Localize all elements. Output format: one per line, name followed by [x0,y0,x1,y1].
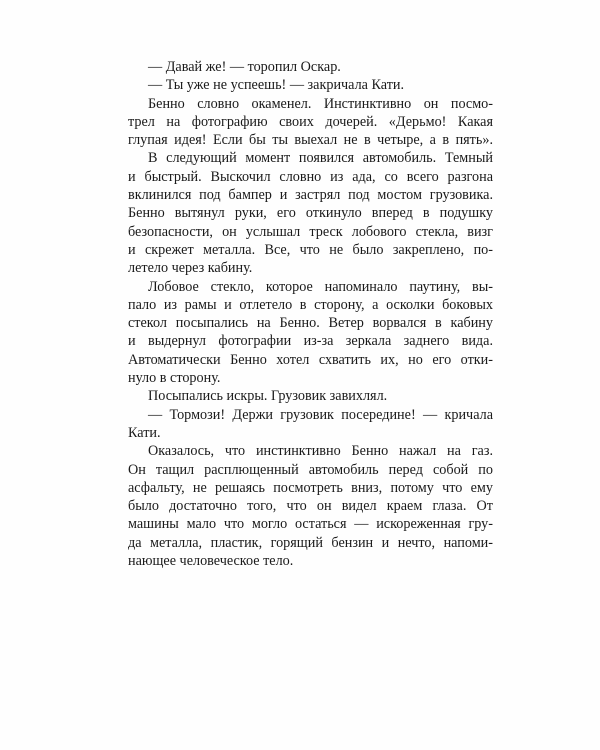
text-line: было достаточно того, что он видел краем глаза. От [128,498,493,515]
text-line: и скрежет металла. Все, что не было закреплено, по- [128,241,493,258]
text-line: и быстрый. Выскочил словно из ада, со всего разгона [128,168,493,185]
text-line: В следующий момент появился автомобиль. Темный [148,150,493,167]
text-line: — Тормози! Держи грузовик посередине! — кричала [148,406,493,423]
text-line: вклинился под бампер и застрял под мостом грузовика. [128,187,493,204]
text-line: — Давай же! — торопил Оскар. [148,59,341,75]
text-line: Автоматически Бенно хотел схватить их, но его отки- [128,351,493,368]
text-line: стекол посыпались на Бенно. Ветер ворвался в кабину [128,315,493,332]
text-line: Оказалось, что инстинктивно Бенно нажал на газ. [148,443,493,460]
text-line: нающее человеческое тело. [128,553,294,570]
text-line: — Ты уже не успеешь! — закричала Кати. [148,77,405,94]
text-line: и выдернул фотографии из-за зеркала заднего вида. [128,333,493,350]
text-line: Бенно вытянул руки, его откинуло вперед в подушку [128,205,493,222]
text-line: Бенно словно окаменел. Инстинктивно он посмо- [148,95,493,112]
text-line: машины мало что могло остаться — искореженная гру- [128,516,493,533]
text-line: трел на фотографию своих дочерей. «Дерьмо! Какая [128,113,493,130]
text-line: безопасности, он услышал треск лобового стекла, визг [128,223,493,240]
text-line: пало из рамы и отлетело в сторону, а осколки боковых [128,296,493,313]
text-line: да металла, пластик, горящий бензин и нечто, напоми- [128,534,493,551]
body-text [128,58,493,570]
text-line: асфальту, не решаясь посмотреть вниз, потому что ему [128,479,493,496]
text-line: Он тащил расплющенный автомобиль перед собой по [128,461,493,478]
text-line: глупая идея! Если бы ты выехал не в четыре, а в пять». [128,132,493,149]
text-line: Кати. [128,424,161,441]
text-line: нуло в сторону. [128,370,221,387]
text-line: летело через кабину. [128,260,253,277]
text-line: Посыпались искры. Грузовик завихлял. [148,388,388,405]
text-line: Лобовое стекло, которое напоминало паутину, вы- [148,278,493,295]
